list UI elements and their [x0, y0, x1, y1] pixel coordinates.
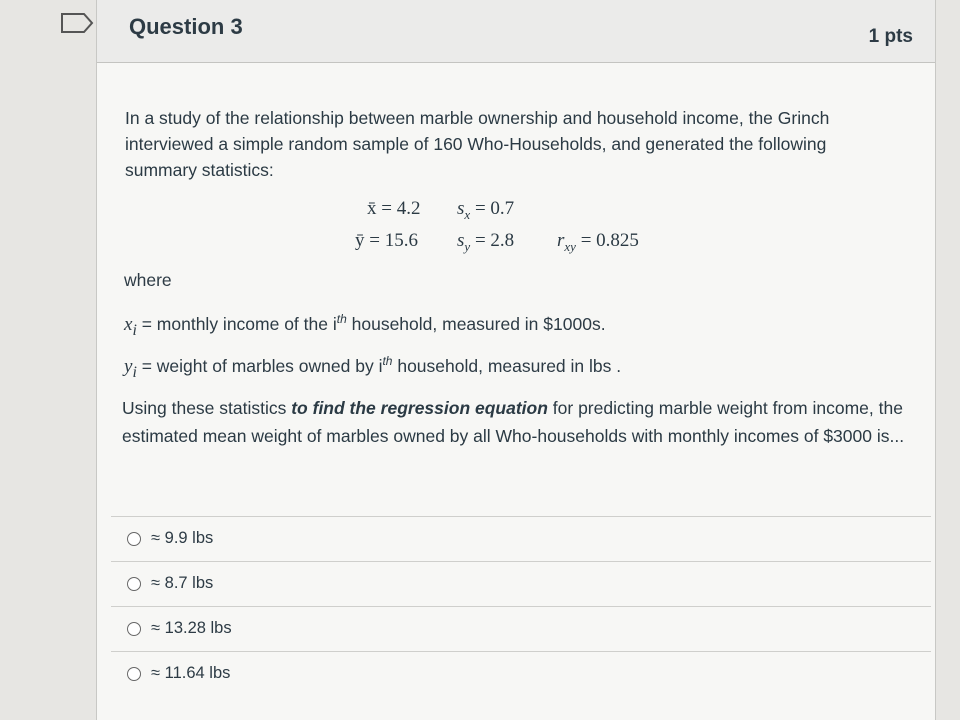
radio-button[interactable]	[127, 667, 141, 681]
def-x-subscript: i	[132, 321, 137, 339]
prompt-emphasis: to find the regression equation	[291, 398, 548, 418]
radio-button[interactable]	[127, 532, 141, 546]
answer-list	[111, 516, 931, 696]
def-x-index: i	[332, 313, 337, 334]
def-y-index: i	[378, 355, 383, 376]
def-x-eq: = monthly income of the	[136, 313, 333, 334]
stat-sx-symbol: s	[457, 198, 465, 219]
def-y-rest: household, measured in lbs .	[392, 355, 622, 376]
radio-button[interactable]	[127, 577, 141, 591]
stat-sx-subscript: x	[464, 206, 471, 222]
answer-option-4[interactable]	[111, 651, 931, 696]
where-label: where	[124, 270, 172, 290]
answer-label[interactable]: ≈ 9.9 lbs	[151, 529, 214, 547]
def-x-symbol: x	[124, 313, 133, 335]
stat-sx-value: = 0.7	[470, 198, 515, 219]
definition-y	[124, 354, 621, 382]
answer-label[interactable]: ≈ 8.7 lbs	[151, 574, 214, 592]
stat-rxy-value: = 0.825	[575, 230, 639, 251]
question-title: Question 3	[129, 14, 243, 39]
prompt-post: for predicting marble weight from income, the estimated mean weight of marbles owned by all Who-households with monthly incomes of $3000 is...	[122, 398, 905, 446]
stat-sy	[457, 230, 514, 256]
stat-xbar: x̄ = 4.2	[367, 198, 421, 219]
def-x-var	[124, 313, 137, 339]
prompt-pre: Using these statistics	[122, 398, 292, 418]
answer-option-1[interactable]	[111, 516, 931, 561]
question-header	[97, 0, 935, 63]
def-y-superscript: th	[382, 354, 393, 368]
def-x-superscript: th	[336, 312, 347, 326]
answer-option-2[interactable]	[111, 561, 931, 606]
stat-rxy-subscript: xy	[564, 238, 576, 254]
def-y-eq: = weight of marbles owned by	[136, 355, 379, 376]
answer-option-3[interactable]	[111, 606, 931, 651]
stat-sx	[457, 198, 514, 224]
stat-sy-value: = 2.8	[470, 230, 515, 251]
stat-sy-subscript: y	[464, 238, 471, 254]
stat-ybar: ȳ = 15.6	[355, 230, 418, 251]
def-y-subscript: i	[132, 363, 137, 381]
question-card	[96, 0, 936, 720]
def-x-rest: household, measured in $1000s.	[346, 313, 606, 334]
question-points: 1 pts	[868, 26, 913, 47]
answer-label[interactable]: ≈ 11.64 lbs	[151, 664, 231, 682]
question-prompt	[122, 394, 922, 450]
def-y-var	[124, 355, 137, 381]
stat-rxy-symbol: r	[557, 230, 565, 251]
flag-question-icon[interactable]	[60, 12, 94, 34]
radio-button[interactable]	[127, 622, 141, 636]
stat-sy-symbol: s	[457, 230, 465, 251]
stat-rxy	[557, 230, 639, 256]
def-y-symbol: y	[124, 355, 133, 377]
question-intro: In a study of the relationship between marble ownership and household income, the Grinch interviewed a simple random sample of 160 Who-Households, and generated the following summary statistics:	[125, 108, 830, 180]
definition-x	[124, 312, 606, 340]
answer-label[interactable]: ≈ 13.28 lbs	[151, 619, 232, 637]
